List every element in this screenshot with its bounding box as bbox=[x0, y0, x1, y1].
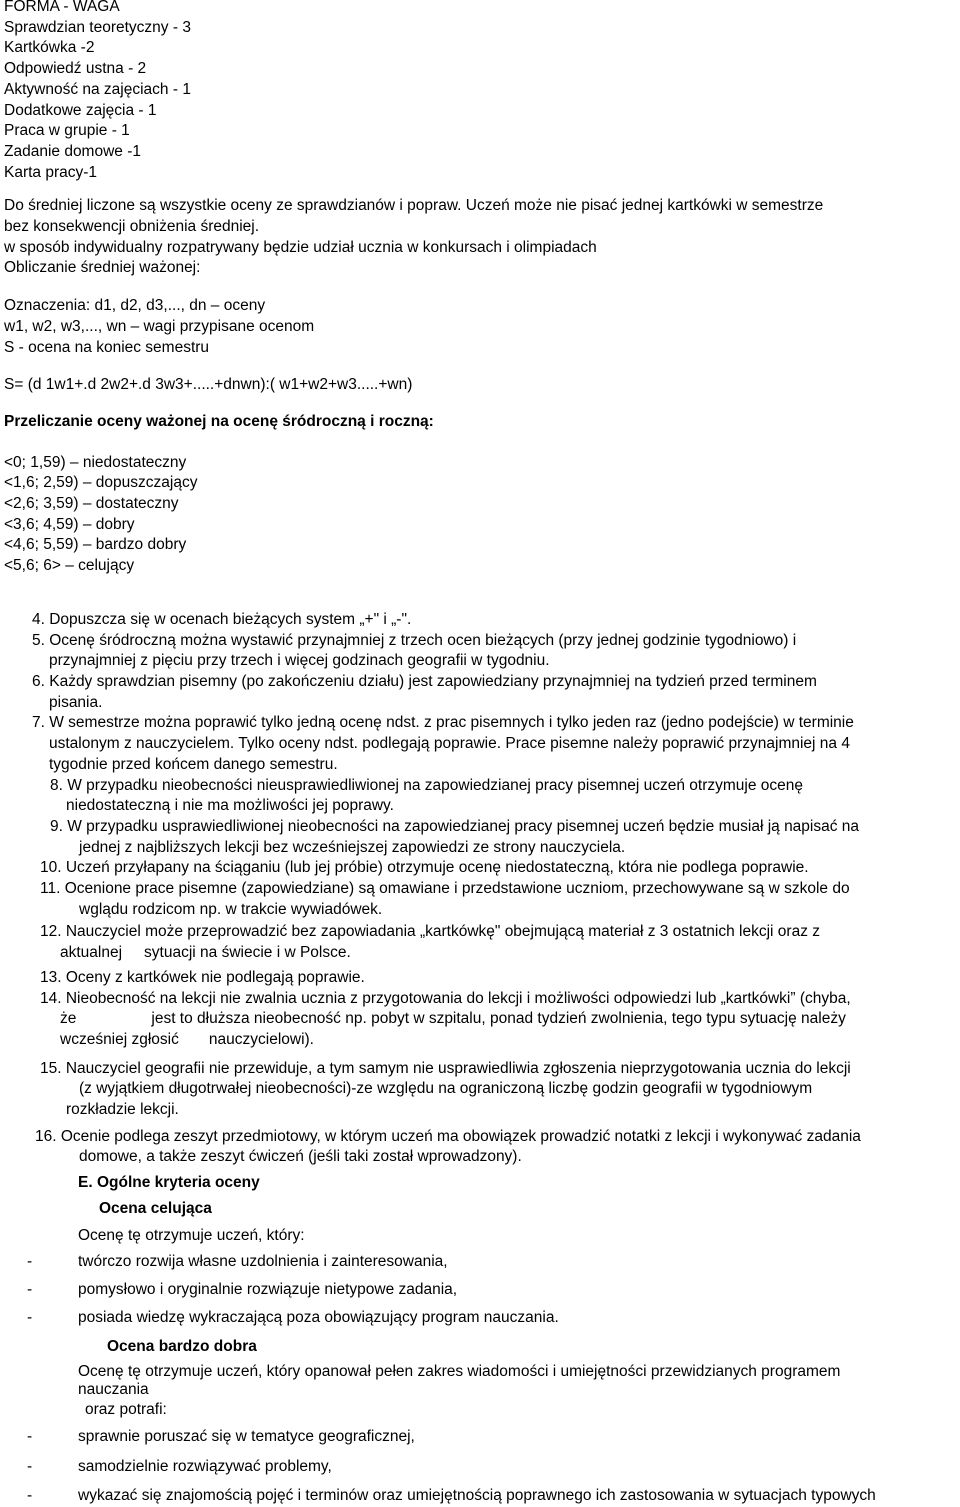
rule-8-cont: niedostateczną i nie ma możliwości jej poprawy. bbox=[66, 797, 394, 815]
bullet-dash: - bbox=[27, 1280, 33, 1298]
grade-bardzo-dobra-list bbox=[4, 1427, 956, 1507]
list-item-text: samodzielnie rozwiązywać problemy, bbox=[78, 1457, 332, 1475]
weight-item: Kartkówka -2 bbox=[4, 39, 95, 57]
bullet-dash: - bbox=[27, 1428, 33, 1446]
grade-range: <1,6; 2,59) – dopuszczający bbox=[4, 474, 198, 492]
bullet-dash: - bbox=[27, 1308, 33, 1326]
grade-celujaca-list bbox=[4, 1252, 956, 1328]
rule-15: 15. Nauczyciel geografii nie przewiduje, a tym samym nie usprawiedliwia zgłoszenia nieprzygotowania ucznia do lekcji bbox=[40, 1059, 851, 1077]
rule-13: 13. Oceny z kartkówek nie podlegają poprawie. bbox=[40, 968, 365, 986]
notation-line: Oznaczenia: d1, d2, d3,..., dn – oceny bbox=[4, 297, 266, 315]
grade-bardzo-dobra-intro: Ocenę tę otrzymuje uczeń, który opanował pełen zakres wiadomości i umiejętności przewidzianych programem bbox=[78, 1363, 841, 1381]
bullet-dash: - bbox=[27, 1253, 33, 1271]
individual-note: w sposób indywidualny rozpatrywany będzie udział ucznia w konkursach i olimpiadach bbox=[4, 238, 597, 256]
grade-range: <5,6; 6> – celujący bbox=[4, 557, 135, 575]
rule-12-word: aktualnej bbox=[60, 944, 123, 962]
weight-item: Dodatkowe zajęcia - 1 bbox=[4, 101, 157, 119]
list-item bbox=[4, 1280, 956, 1301]
grade-celujaca-title: Ocena celująca bbox=[99, 1199, 212, 1217]
rule-12-cont bbox=[4, 943, 956, 964]
grade-bardzo-dobra-intro: nauczania bbox=[78, 1381, 149, 1399]
list-item bbox=[4, 1252, 956, 1273]
weight-item: Zadanie domowe -1 bbox=[4, 142, 141, 160]
criteria-heading: E. Ogólne kryteria oceny bbox=[78, 1174, 260, 1192]
list-item bbox=[4, 1308, 956, 1329]
list-item-text: twórczo rozwija własne uzdolnienia i zainteresowania, bbox=[78, 1253, 448, 1271]
rule-15-cont: rozkładzie lekcji. bbox=[66, 1101, 179, 1119]
list-item bbox=[4, 1427, 956, 1448]
rule-7-cont: ustalonym z nauczycielem. Tylko oceny ndst. podlegają poprawie. Prace pisemne należy poprawić przynajmniej na 4 bbox=[49, 735, 850, 753]
grade-range: <2,6; 3,59) – dostateczny bbox=[4, 495, 179, 513]
rule-6-cont: pisania. bbox=[49, 693, 103, 711]
rules bbox=[4, 610, 956, 1168]
conversion bbox=[4, 412, 956, 577]
rule-14-cont bbox=[4, 1009, 956, 1030]
rule-11-cont: wglądu rodzicom np. w trakcie wywiadówek. bbox=[79, 900, 383, 918]
list-item-text: sprawnie poruszać się w tematyce geograficznej, bbox=[78, 1428, 415, 1446]
weight-item: Odpowiedź ustna - 2 bbox=[4, 60, 147, 78]
grade-range: <0; 1,59) – niedostateczny bbox=[4, 453, 187, 471]
rule-4: 4. Dopuszcza się w ocenach bieżących system „+" i „-". bbox=[32, 610, 412, 628]
notation-line: S - ocena na koniec semestru bbox=[4, 338, 210, 356]
weight-item: Karta pracy-1 bbox=[4, 163, 98, 181]
bullet-dash: - bbox=[27, 1487, 33, 1505]
rule-8: 8. W przypadku nieobecności nieusprawiedliwionej na zapowiedzianej pracy pisemnej uczeń otrzymuje ocenę bbox=[50, 776, 804, 794]
rule-16-cont: domowe, a także zeszyt ćwiczeń (jeśli taki został wprowadzony). bbox=[79, 1148, 522, 1166]
rule-14-word: nauczycielowi). bbox=[208, 1030, 314, 1048]
weights-heading: FORMA - WAGA bbox=[4, 0, 120, 15]
average-paragraph-line: bez konsekwencji obniżenia średniej. bbox=[4, 218, 260, 236]
rule-6: 6. Każdy sprawdzian pisemny (po zakończeniu działu) jest zapowiedziany przynajmniej na tydzień przed terminem bbox=[32, 672, 817, 690]
weight-item: Aktywność na zajęciach - 1 bbox=[4, 80, 191, 98]
conversion-heading: Przeliczanie oceny ważonej na ocenę śródroczną i roczną: bbox=[4, 412, 434, 430]
grade-range: <4,6; 5,59) – bardzo dobry bbox=[4, 536, 187, 554]
rule-11: 11. Ocenione prace pisemne (zapowiedziane) są omawiane i przedstawione uczniom, przechowywane są w szkole do bbox=[40, 880, 850, 898]
list-item bbox=[4, 1486, 956, 1507]
weight-item: Sprawdzian teoretyczny - 3 bbox=[4, 18, 191, 36]
list-item-text: wykazać się znajomością pojęć i terminów oraz umiejętnością poprawnego ich zastosowania w sytuacjach typowych bbox=[78, 1487, 876, 1505]
notation bbox=[4, 296, 956, 358]
rule-7: 7. W semestrze można poprawić tylko jedną ocenę ndst. z prac pisemnych i tylko jeden raz (jedno podejście) w terminie bbox=[32, 714, 854, 732]
average-paragraph-line: Do średniej liczone są wszystkie oceny ze sprawdzianów i popraw. Uczeń może nie pisać jednej kartkówki w semestrze bbox=[4, 197, 824, 215]
rule-16: 16. Ocenie podlega zeszyt przedmiotowy, w którym uczeń ma obowiązek prowadzić notatki z lekcji i wykonywać zadania bbox=[35, 1127, 861, 1145]
rule-10: 10. Uczeń przyłapany na ściąganiu (lub jej próbie) otrzymuje ocenę niedostateczną, która nie podlega poprawie. bbox=[40, 859, 809, 877]
grade-bardzo-dobra-intro: oraz potrafi: bbox=[85, 1401, 167, 1419]
rule-14-cont bbox=[4, 1030, 956, 1051]
weighted-average-heading: Obliczanie średniej ważonej: bbox=[4, 259, 201, 277]
rule-14: 14. Nieobecność na lekcji nie zwalnia ucznia z przygotowania do lekcji i możliwości odpowiedzi lub „kartkówki” (chyba, bbox=[40, 989, 851, 1007]
rule-5-cont: przynajmniej z pięciu przy trzech i więcej godzinach geografii w tygodniu. bbox=[49, 652, 550, 670]
bullet-dash: - bbox=[27, 1457, 33, 1475]
list-item-text: posiada wiedzę wykraczającą poza obowiązujący program nauczania. bbox=[78, 1308, 559, 1326]
rule-7-cont: tygodnie przed końcem danego semestru. bbox=[49, 755, 338, 773]
rule-12: 12. Nauczyciel może przeprowadzić bez zapowiadania „kartkówkę" obejmującą materiał z 3 ostatnich lekcji oraz z bbox=[40, 923, 820, 941]
list-item-text: pomysłowo i oryginalnie rozwiązuje nietypowe zadania, bbox=[78, 1280, 458, 1298]
weight-item: Praca w grupie - 1 bbox=[4, 122, 130, 140]
criteria bbox=[4, 1173, 956, 1507]
grade-bardzo-dobra-title: Ocena bardzo dobra bbox=[107, 1338, 257, 1356]
rule-14-word: jest to dłuższa nieobecność np. pobyt w szpitalu, ponad tydzień zwolnienia, tego typu sytuację należy bbox=[151, 1010, 846, 1028]
rule-14-word: że bbox=[60, 1010, 77, 1028]
grade-celujaca-intro: Ocenę tę otrzymuje uczeń, który: bbox=[78, 1226, 305, 1244]
conversion-ranges bbox=[4, 453, 956, 577]
grade-range: <3,6; 4,59) – dobry bbox=[4, 515, 135, 533]
notation-line: w1, w2, w3,..., wn – wagi przypisane ocenom bbox=[4, 317, 315, 335]
rule-12-word: sytuacji na świecie i w Polsce. bbox=[144, 944, 351, 962]
grading-weights bbox=[4, 0, 956, 183]
document-page bbox=[4, 0, 956, 1507]
list-item bbox=[4, 1457, 956, 1478]
rule-9-cont: jednej z najbliższych lekcji bez wcześniejszej zapowiedzi ze strony nauczyciela. bbox=[79, 838, 626, 856]
rule-9: 9. W przypadku usprawiedliwionej nieobecności na zapowiedzianej pracy pisemnej uczeń będzie musiał ją napisać na bbox=[50, 817, 860, 835]
formula: S= (d 1w1+.d 2w2+.d 3w3+.....+dnwn):( w1+w2+w3.....+wn) bbox=[4, 376, 413, 394]
rule-14-word: wcześniej zgłosić bbox=[60, 1030, 179, 1048]
rule-15-cont: (z wyjątkiem długotrwałej nieobecności)-ze względu na ograniczoną liczbę godzin geografii w tygodniowym bbox=[79, 1080, 813, 1098]
rule-5: 5. Ocenę śródroczną można wystawić przynajmniej z trzech ocen bieżących (przy jednej godzinie tygodniowo) i bbox=[32, 631, 797, 649]
average-info bbox=[4, 196, 956, 279]
